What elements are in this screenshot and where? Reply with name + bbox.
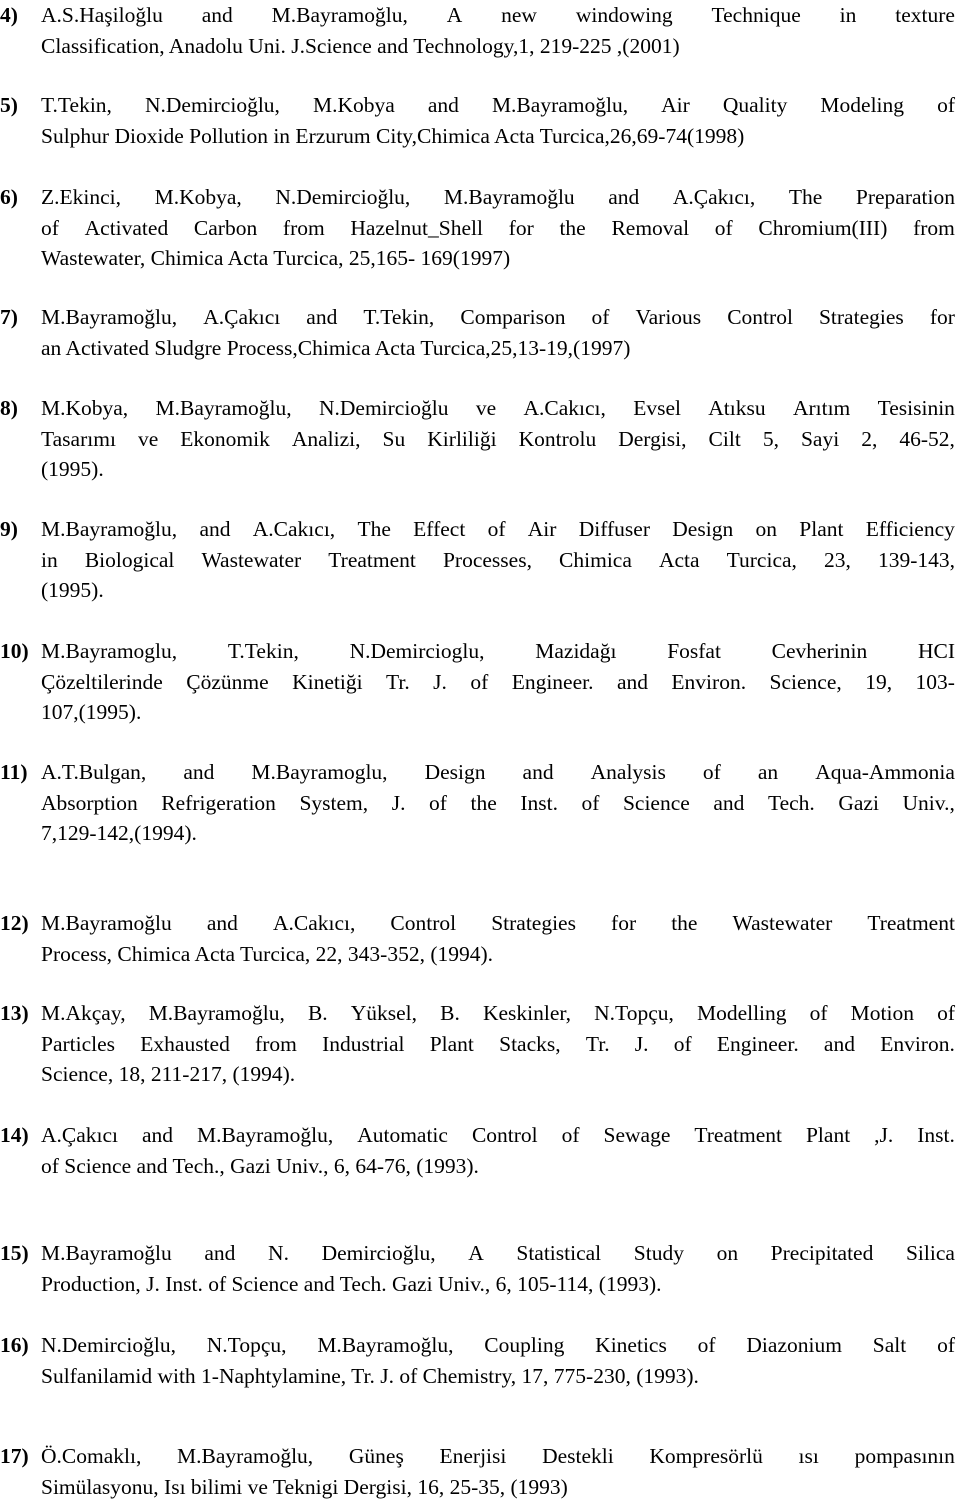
- reference-number: 13): [0, 1001, 29, 1025]
- reference-number: 17): [0, 1444, 29, 1468]
- reference-line: Z.Ekinci, M.Kobya, N.Demircioğlu, M.Bayramoğlu and A.Çakıcı, The Preparation: [41, 185, 955, 209]
- reference-line: Wastewater, Chimica Acta Turcica, 25,165- 169(1997): [41, 246, 511, 270]
- reference-line: A.T.Bulgan, and M.Bayramoglu, Design and Analysis of an Aqua-Ammonia: [41, 760, 955, 784]
- reference-line: M.Bayramoğlu, and A.Cakıcı, The Effect of Air Diffuser Design on Plant Efficiency: [41, 517, 955, 541]
- reference-line: M.Bayramoğlu and N. Demircioğlu, A Statistical Study on Precipitated Silica: [41, 1241, 955, 1265]
- reference-line: Tasarımı ve Ekonomik Analizi, Su Kirliliği Kontrolu Dergisi, Cilt 5, Sayi 2, 46-52,: [41, 426, 955, 451]
- reference-line: Classification, Anadolu Uni. J.Science and Technology,1, 219-225 ,(2001): [41, 33, 680, 58]
- reference-line: Production, J. Inst. of Science and Tech. Gazi Univ., 6, 105-114, (1993).: [41, 1271, 662, 1296]
- reference-line: Absorption Refrigeration System, J. of the Inst. of Science and Tech. Gazi Univ.,: [41, 790, 955, 815]
- reference-line: of Science and Tech., Gazi Univ., 6, 64-76, (1993).: [41, 1153, 479, 1178]
- reference-line: of Activated Carbon from Hazelnut_Shell for the Removal of Chromium(III) from: [41, 215, 955, 240]
- reference-line: Process, Chimica Acta Turcica, 22, 343-352, (1994).: [41, 941, 494, 966]
- reference-number: 10): [0, 639, 29, 663]
- reference-line: A.Çakıcı and M.Bayramoğlu, Automatic Control of Sewage Treatment Plant ,J. Inst.: [41, 1123, 955, 1147]
- reference-number: 6): [0, 185, 18, 209]
- reference-number: 9): [0, 517, 18, 541]
- reference-line: N.Demircioğlu, N.Topçu, M.Bayramoğlu, Coupling Kinetics of Diazonium Salt of: [41, 1333, 955, 1357]
- reference-line: M.Bayramoğlu, A.Çakıcı and T.Tekin, Comparison of Various Control Strategies for: [41, 305, 955, 329]
- reference-number: 5): [0, 93, 18, 117]
- reference-line: Science, 18, 211-217, (1994).: [41, 1062, 296, 1086]
- reference-number: 12): [0, 911, 29, 935]
- reference-number: 14): [0, 1123, 29, 1147]
- reference-line: Sulphur Dioxide Pollution in Erzurum City,Chimica Acta Turcica,26,69-74(1998): [41, 123, 745, 148]
- reference-line: T.Tekin, N.Demircioğlu, M.Kobya and M.Bayramoğlu, Air Quality Modeling of: [41, 93, 955, 117]
- reference-line: Ö.Comaklı, M.Bayramoğlu, Güneş Enerjisi Destekli Kompresörlü ısı pompasının: [41, 1444, 955, 1468]
- reference-line: Sulfanilamid with 1-Naphtylamine, Tr. J. of Chemistry, 17, 775-230, (1993).: [41, 1363, 699, 1388]
- reference-number: 8): [0, 396, 18, 420]
- reference-line: M.Kobya, M.Bayramoğlu, N.Demircioğlu ve A.Cakıcı, Evsel Atıksu Arıtım Tesisinin: [41, 396, 955, 420]
- reference-number: 16): [0, 1333, 29, 1357]
- reference-line: Particles Exhausted from Industrial Plant Stacks, Tr. J. of Engineer. and Environ.: [41, 1031, 955, 1056]
- reference-number: 7): [0, 305, 18, 329]
- reference-line: an Activated Sludgre Process,Chimica Acta Turcica,25,13-19,(1997): [41, 335, 631, 360]
- reference-line: Simülasyonu, Isı bilimi ve Teknigi Dergisi, 16, 25-35, (1993): [41, 1474, 568, 1499]
- reference-number: 11): [0, 760, 28, 784]
- reference-line: 7,129-142,(1994).: [41, 821, 197, 845]
- reference-line: (1995).: [41, 578, 104, 602]
- reference-line: 107,(1995).: [41, 700, 142, 724]
- reference-line: M.Bayramoglu, T.Tekin, N.Demircioglu, Mazidağı Fosfat Cevherinin HCI: [41, 639, 955, 663]
- reference-line: (1995).: [41, 457, 104, 481]
- reference-line: in Biological Wastewater Treatment Processes, Chimica Acta Turcica, 23, 139-143,: [41, 547, 955, 572]
- reference-line: Çözeltilerinde Çözünme Kinetiği Tr. J. of Engineer. and Environ. Science, 19, 103-: [41, 669, 955, 694]
- reference-line: A.S.Haşiloğlu and M.Bayramoğlu, A new windowing Technique in texture: [41, 3, 955, 27]
- reference-number: 4): [0, 3, 18, 27]
- reference-number: 15): [0, 1241, 29, 1265]
- reference-line: M.Bayramoğlu and A.Cakıcı, Control Strategies for the Wastewater Treatment: [41, 911, 955, 935]
- reference-line: M.Akçay, M.Bayramoğlu, B. Yüksel, B. Keskinler, N.Topçu, Modelling of Motion of: [41, 1001, 955, 1025]
